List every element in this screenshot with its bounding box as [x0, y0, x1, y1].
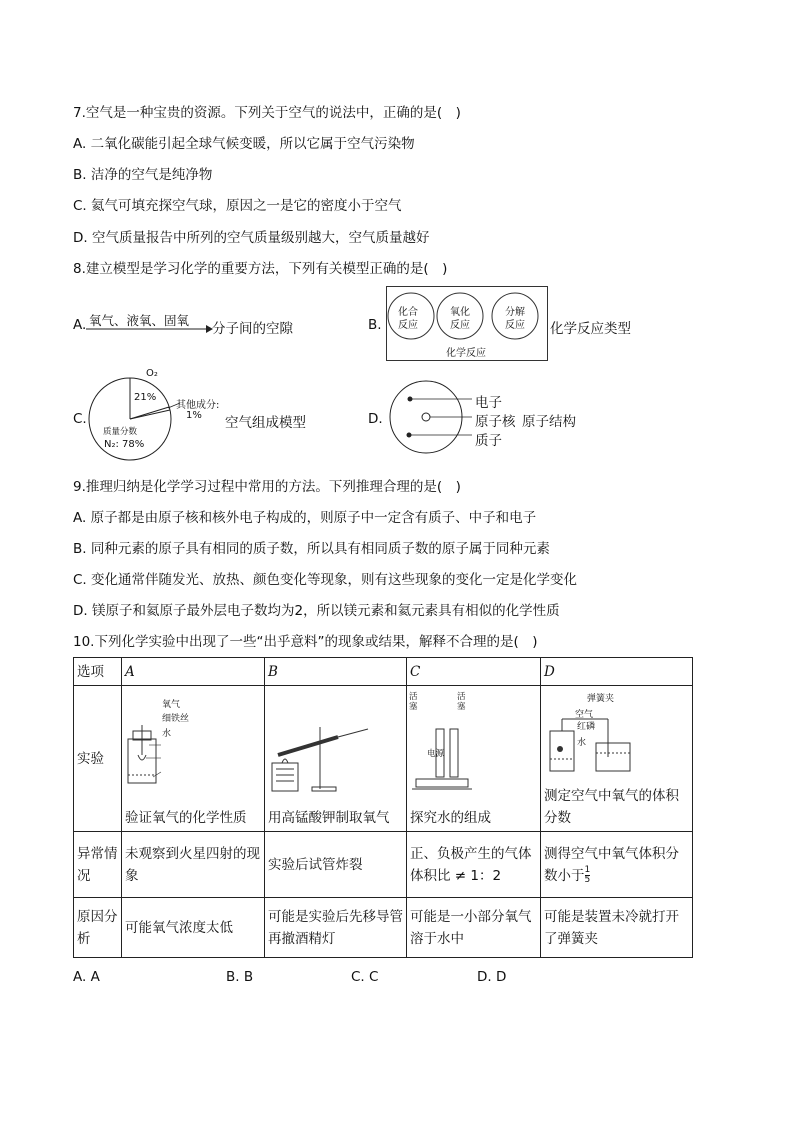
pie-n2-label: N₂: 78%: [104, 439, 145, 450]
q8-c-caption: 空气组成模型: [225, 415, 306, 431]
arrow-icon: [86, 324, 214, 334]
exp-c-tag-valve-left: 活塞: [409, 692, 418, 712]
q8-c-letter: C.: [73, 411, 87, 427]
q8-d-caption: 原子结构: [522, 414, 576, 430]
q10-exp-a-text: 验证氧气的化学性质: [125, 810, 247, 826]
pie-other-pct: 1%: [186, 410, 202, 421]
fraction-numerator: 1: [584, 865, 591, 875]
venn-c1-line1: 化合: [398, 307, 418, 318]
q10-stem: 10.下列化学实验中出现了一些“出乎意料”的现象或结果，解释不合理的是( ): [73, 634, 538, 650]
q10-header-b: B: [265, 658, 407, 686]
q10-reason-c: 可能是一小部分氧气溶于水中: [407, 898, 541, 958]
pie-mass-label: 质量分数: [103, 427, 138, 437]
exp-d-tag-phosphorus: 红磷: [577, 722, 596, 732]
q9-option-a: A. 原子都是由原子核和核外电子构成的，则原子中一定含有质子、中子和电子: [73, 510, 537, 526]
venn-c3-line2: 反应: [505, 320, 525, 331]
q8-stem: 8.建立模型是学习化学的重要方法，下列有关模型正确的是( ): [73, 261, 448, 277]
venn-c1-line2: 反应: [398, 320, 418, 331]
q10-header-a: A: [122, 658, 265, 686]
q10-reason-b: 可能是实验后先移导管再撤酒精灯: [265, 898, 407, 958]
q10-abn-c: 正、负极产生的气体体积比 ≠ 1：2: [407, 832, 541, 898]
pie-o2-label: O₂: [146, 368, 158, 379]
q7-option-b: B. 洁净的空气是纯净物: [73, 167, 213, 183]
exp-d-tag-clamp: 弹簧夹: [587, 694, 615, 704]
q10-abn-d: [541, 832, 693, 898]
pie-o2-pct: 21%: [134, 392, 157, 403]
bottle-wire-icon: [125, 725, 243, 793]
q9-option-b: B. 同种元素的原子具有相同的质子数，所以具有相同质子数的原子属于同种元素: [73, 541, 550, 557]
exp-a-tag-oxygen: 氧气: [162, 700, 181, 710]
q10-row-label-reason: 原因分析: [74, 898, 122, 958]
exp-d-tag-water: 水: [577, 738, 587, 748]
exp-c-tag-valve-right: 活塞: [457, 692, 466, 712]
q10-row-label-abnormal: 异常情况: [74, 832, 122, 898]
test-tube-heating-icon: [268, 725, 388, 793]
venn-c2-line1: 氧化: [450, 307, 470, 318]
venn-c2-line2: 反应: [450, 320, 470, 331]
phosphorus-oxygen-icon: [544, 709, 684, 777]
q10-abn-a: 未观察到火星四射的现象: [122, 832, 265, 898]
q10-answer-c: C. C: [351, 969, 379, 985]
q10-exp-b: [265, 686, 407, 832]
atom-electron-label: 电子: [475, 395, 502, 411]
q10-header-option: 选项: [74, 658, 122, 686]
q10-experiment-row: [74, 686, 693, 832]
fraction-denominator: 5: [584, 875, 591, 885]
q9-stem: 9.推理归纳是化学学习过程中常用的方法。下列推理合理的是( ): [73, 479, 461, 495]
fraction-one-fifth: [585, 866, 591, 885]
q10-exp-c-text: 探究水的组成: [410, 810, 491, 826]
q10-exp-d-text: 测定空气中氧气的体积分数: [544, 788, 679, 826]
q10-header-c: C: [407, 658, 541, 686]
q7-stem: 7.空气是一种宝贵的资源。下列关于空气的说法中，正确的是( ): [73, 105, 461, 121]
q10-header-row: [74, 658, 693, 686]
q9-option-d: D. 镁原子和氦原子最外层电子数均为2，所以镁元素和氦元素具有相似的化学性质: [73, 603, 560, 619]
venn-c3-line1: 分解: [505, 307, 525, 318]
q10-answer-a: A. A: [73, 969, 100, 985]
q10-reason-row: [74, 898, 693, 958]
q10-row-label-experiment: 实验: [74, 686, 122, 832]
q10-reason-d: 可能是装置未冷就打开了弹簧夹: [541, 898, 693, 958]
q8-a-letter: A.: [73, 317, 87, 333]
q8-b-letter: B.: [368, 317, 382, 333]
q10-answer-d: D. D: [477, 969, 507, 985]
q7-option-a: A. 二氧化碳能引起全球气候变暖，所以它属于空气污染物: [73, 136, 415, 152]
q10-abnormal-row: [74, 832, 693, 898]
q10-reason-a: 可能氧气浓度太低: [122, 898, 265, 958]
q10-exp-a: [122, 686, 265, 832]
exp-c-tag-power: 电源: [427, 749, 445, 759]
atom-proton-label: 质子: [475, 433, 502, 449]
q10-header-d: D: [541, 658, 693, 686]
q10-exp-d: [541, 686, 693, 832]
q10-abn-d-text: 测得空气中氧气体积分数小于: [544, 845, 679, 884]
q10-exp-b-text: 用高锰酸钾制取氧气: [268, 810, 390, 826]
exp-a-tag-water: 水: [162, 729, 172, 739]
q9-option-c: C. 变化通常伴随发光、放热、颜色变化等现象，则有这些现象的变化一定是化学变化: [73, 572, 578, 588]
atom-nucleus-label: 原子核: [475, 414, 516, 430]
exp-d-tag-air: 空气: [575, 710, 594, 720]
q8-a-arrow-text: 氧气、液氧、固氧: [89, 313, 190, 328]
exp-a-tag-wire: 细铁丝: [162, 714, 190, 724]
q8-d-letter: D.: [368, 411, 383, 427]
atom-diagram: [384, 380, 480, 460]
q10-table: [73, 657, 693, 958]
q10-answer-b: B. B: [226, 969, 254, 985]
q7-option-d: D. 空气质量报告中所列的空气质量级别越大，空气质量越好: [73, 230, 430, 246]
q8-b-caption: 化学反应类型: [550, 321, 631, 337]
q10-abn-b: 实验后试管炸裂: [265, 832, 407, 898]
q8-a-caption: 分子间的空隙: [212, 321, 293, 337]
venn-bottom-label: 化学反应: [446, 348, 486, 359]
pie-other-label: 其他成分:: [176, 400, 220, 411]
q10-exp-c: [407, 686, 541, 832]
q7-option-c: C. 氦气可填充探空气球，原因之一是它的密度小于空气: [73, 198, 402, 214]
